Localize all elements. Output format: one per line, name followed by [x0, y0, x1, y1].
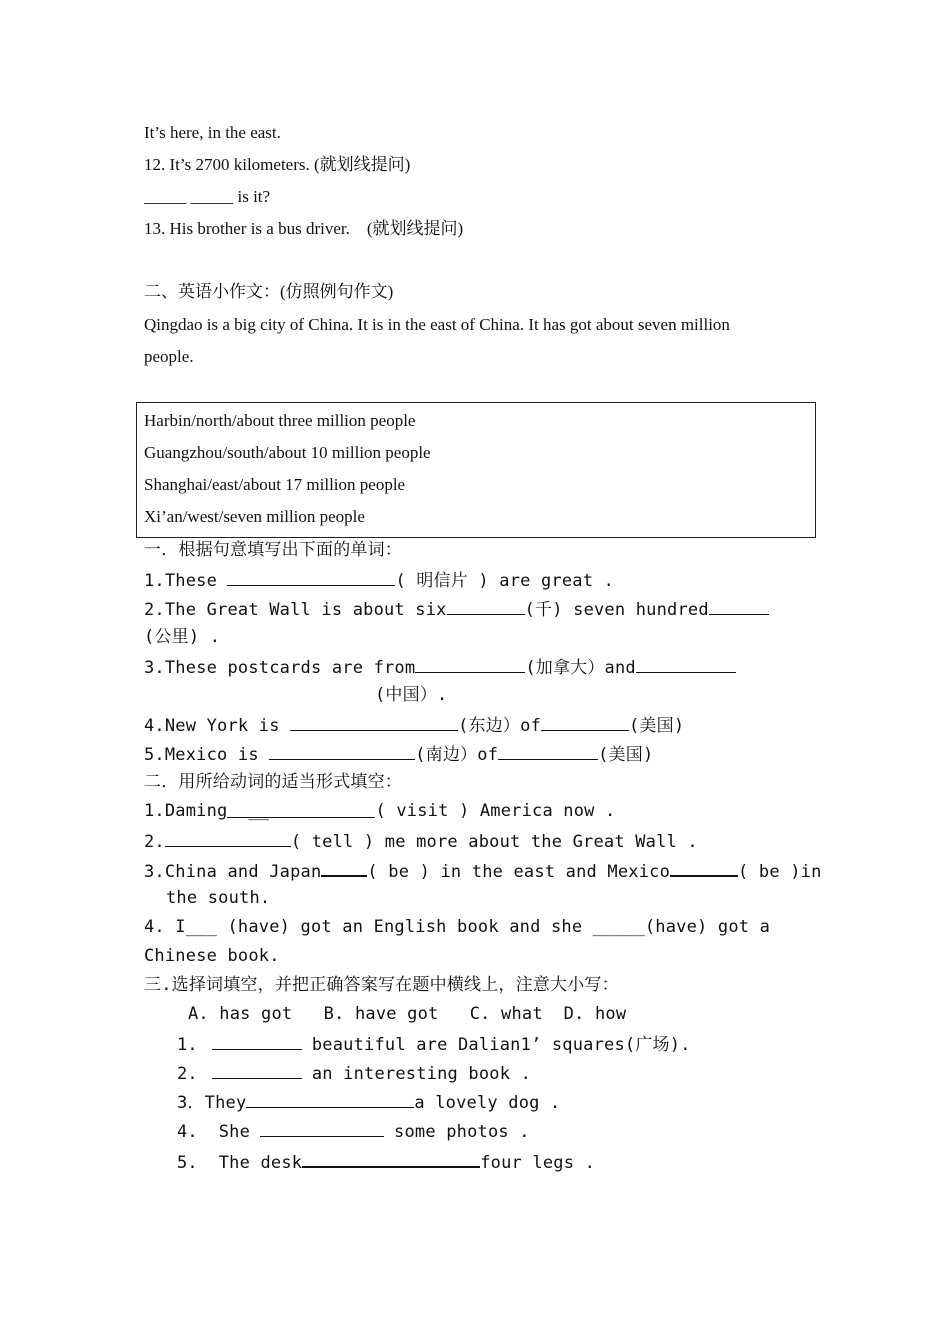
- q-text: 5. The desk: [177, 1153, 303, 1173]
- q-text: 1.These: [144, 571, 228, 591]
- q-text: 5.Mexico is: [144, 745, 270, 765]
- answer-blank[interactable]: [498, 743, 598, 760]
- q-text: ( tell ) me more about the Great Wall .: [290, 832, 698, 852]
- q-text: a lovely dog .: [414, 1093, 561, 1113]
- q-text: (东边）of: [458, 716, 541, 736]
- section1-heading: 一．根据句意填写出下面的单词：: [144, 540, 402, 560]
- q-text: (加拿大）and: [525, 658, 636, 678]
- answer-blank[interactable]: [246, 1091, 414, 1108]
- answer-blank[interactable]: [290, 714, 458, 731]
- answer-blank[interactable]: [670, 859, 738, 877]
- answer-blank[interactable]: [165, 830, 291, 847]
- q-text: ( be ) in the east and Mexico: [367, 862, 671, 882]
- s3-q5: [177, 1150, 595, 1173]
- q-text: some photos .: [394, 1122, 530, 1142]
- answer-blank[interactable]: [260, 1120, 384, 1137]
- q-text: 2.: [144, 832, 165, 852]
- section2-heading: 二．用所给动词的适当形式填空：: [144, 772, 402, 792]
- s1-q2: [144, 598, 769, 620]
- answer-blank[interactable]: [212, 1062, 302, 1079]
- q-text: (美国): [629, 716, 685, 736]
- s1-q2-cont: (公里) .: [144, 627, 221, 647]
- q-text: four legs .: [480, 1153, 596, 1173]
- q-number: 1.: [177, 1035, 198, 1055]
- s2-q2: [144, 830, 698, 852]
- q-text: (千) seven hundred: [524, 600, 709, 620]
- q-text: an interesting book .: [311, 1064, 532, 1084]
- q-text: (南边）of: [415, 745, 499, 765]
- q-text: (美国): [598, 745, 654, 765]
- composition-example-cont: people.: [144, 347, 194, 366]
- q-text: 4. She: [177, 1122, 251, 1142]
- section3-heading: 三.选择词填空，并把正确答案写在题中横线上，注意大小写：: [144, 975, 619, 995]
- answer-blank[interactable]: [447, 598, 525, 615]
- q-text: beautiful are Dalian1’ squares(广场).: [311, 1035, 691, 1055]
- answer-blank[interactable]: [321, 859, 367, 877]
- composition-heading: 二、英语小作文：(仿照例句作文): [144, 282, 394, 301]
- s2-q4: 4. I___ (have) got an English book and she _____(have) got a: [144, 917, 771, 937]
- q-text: 3.China and Japan: [144, 862, 322, 882]
- composition-example: Qingdao is a big city of China. It is in the east of China. It has got about seven million: [144, 315, 730, 334]
- s1-q4: [144, 714, 684, 736]
- options-line: A. has got B. have got C. what D. how: [188, 1004, 627, 1024]
- s1-q3-cont: (中国）.: [375, 685, 448, 705]
- s1-q1: [144, 569, 614, 591]
- s1-q3: [144, 656, 736, 678]
- q-text: ( visit ) America now .: [375, 801, 616, 821]
- q-text: 2.The Great Wall is about six: [144, 600, 447, 620]
- answer-blank-line: _____ _____ is it?: [144, 187, 271, 206]
- q-text: 4.New York is: [144, 716, 291, 736]
- s2-q1: [144, 801, 616, 821]
- box-item: Guangzhou/south/about 10 million people: [144, 443, 431, 462]
- answer-blank[interactable]: [269, 743, 415, 760]
- answer-blank[interactable]: [212, 1033, 302, 1050]
- s2-q3: [144, 859, 822, 882]
- answer-blank[interactable]: [541, 714, 629, 731]
- box-item: Xi’an/west/seven million people: [144, 507, 365, 526]
- answer-blank[interactable]: [709, 598, 769, 615]
- answer-blank[interactable]: [636, 656, 736, 673]
- q-text: 3.These postcards are from: [144, 658, 416, 678]
- answer-blank[interactable]: [415, 656, 525, 673]
- s2-q4-cont: Chinese book.: [144, 946, 280, 966]
- s3-q2: [177, 1062, 531, 1084]
- q-number: 2.: [177, 1064, 198, 1084]
- s3-q1: [177, 1033, 691, 1055]
- answer-blank[interactable]: [302, 1150, 480, 1168]
- q-text: 3．They: [177, 1093, 247, 1113]
- q-text: 1.Daming: [144, 801, 228, 821]
- q-text: ( 明信片 ) are great .: [395, 571, 615, 591]
- box-item: Shanghai/east/about 17 million people: [144, 475, 406, 494]
- answer-blank[interactable]: [227, 569, 395, 586]
- text-line: It’s here, in the east.: [144, 123, 281, 142]
- s3-q4: [177, 1120, 530, 1142]
- question-13: 13. His brother is a bus driver. (就划线提问): [144, 219, 464, 238]
- s1-q5: [144, 743, 653, 765]
- s2-q3-cont: the south.: [166, 888, 271, 908]
- box-item: Harbin/north/about three million people: [144, 411, 416, 430]
- s3-q3: [177, 1091, 560, 1113]
- q-text: ( be )in: [738, 862, 822, 882]
- answer-blank[interactable]: __: [227, 801, 375, 818]
- question-12: 12. It’s 2700 kilometers. (就划线提问): [144, 155, 411, 174]
